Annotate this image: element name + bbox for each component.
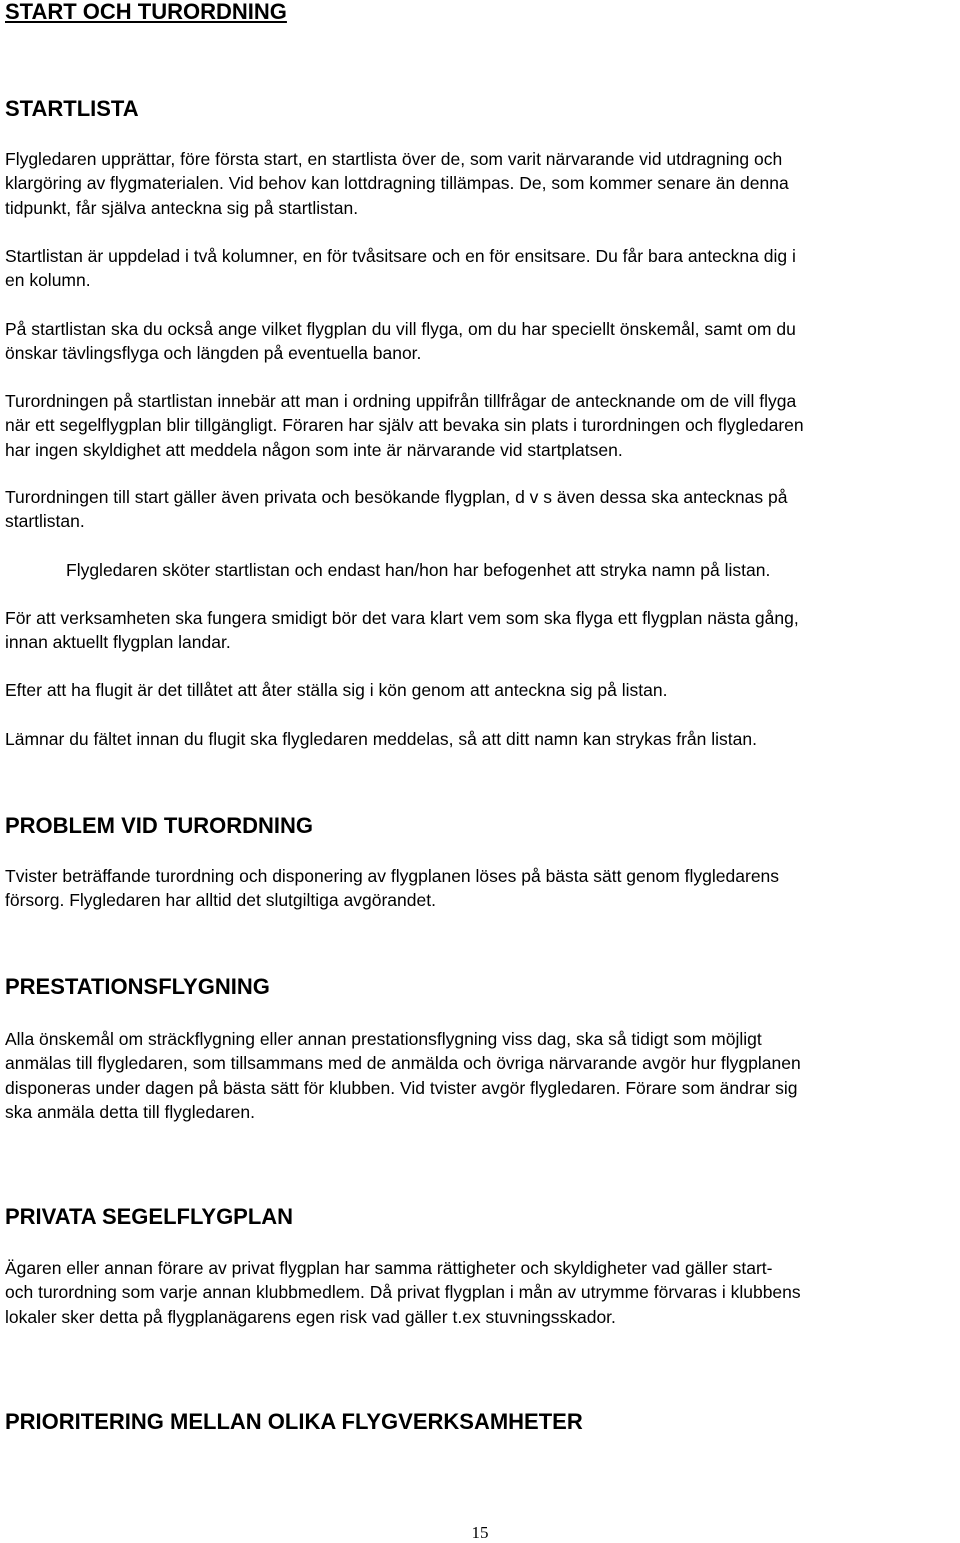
page-number: 15 — [471, 1523, 489, 1542]
text-line: Efter att ha flugit är det tillåtet att åter ställa sig i kön genom att anteckna sig på listan. — [5, 680, 668, 700]
section-heading-prioritering: PRIORITERING MELLAN OLIKA FLYGVERKSAMHETER — [5, 1409, 583, 1434]
paragraph-startlista-2 — [5, 244, 796, 293]
text-line: har ingen skyldighet att meddela någon som inte är närvarande vid startplatsen. — [5, 439, 623, 460]
text-line: när ett segelflygplan blir tillgängligt. Föraren har själv att bevaka sin plats i turordningen och flygledaren — [5, 415, 804, 436]
paragraph-startlista-1 — [5, 147, 789, 220]
text-line: På startlistan ska du också ange vilket flygplan du vill flyga, om du har speciellt önskemål, samt om du — [5, 319, 796, 339]
text-line: Ägaren eller annan förare av privat flygplan har samma rättigheter och skyldigheter vad gäller start- — [5, 1258, 773, 1278]
section-heading-problem: PROBLEM VID TURORDNING — [5, 813, 313, 838]
text-line: disponeras under dagen på bästa sätt för klubben. Vid tvister avgör flygledaren. Förare som ändrar sig — [5, 1077, 798, 1098]
paragraph-startlista-3 — [5, 317, 796, 366]
text-line: önskar tävlingsflyga och längden på eventuella banor. — [5, 343, 422, 364]
text-line: tidpunkt, får själva anteckna sig på startlistan. — [5, 197, 359, 218]
text-line: försorg. Flygledaren har alltid det slutgiltiga avgörandet. — [5, 890, 436, 911]
paragraph-startlista-7 — [5, 606, 799, 655]
text-line: Tvister beträffande turordning och disponering av flygplanen löses på bästa sätt genom flygledarens — [5, 866, 780, 886]
text-line: Turordningen till start gäller även privata och besökande flygplan, d v s även dessa ska antecknas på — [5, 487, 788, 507]
text-line: Startlistan är uppdelad i två kolumner, en för tvåsitsare och en för ensitsare. Du får bara anteckna dig i — [5, 246, 796, 266]
paragraph-startlista-6 — [66, 558, 770, 582]
section-heading-privata: PRIVATA SEGELFLYGPLAN — [5, 1204, 294, 1229]
paragraph-startlista-9 — [5, 727, 757, 751]
text-line: startlistan. — [5, 511, 85, 532]
text-line: och turordning som varje annan klubbmedlem. Då privat flygplan i mån av utrymme förvaras i klubbens — [5, 1282, 801, 1303]
page-title: START OCH TURORDNING — [5, 0, 287, 24]
paragraph-startlista-8 — [5, 678, 667, 702]
text-line: ska anmäla detta till flygledaren. — [5, 1101, 255, 1122]
text-line: För att verksamheten ska fungera smidigt bör det vara klart vem som ska flyga ett flygplan nästa gång, — [5, 608, 799, 628]
text-line: Flygledaren sköter startlistan och endast han/hon har befogenhet att stryka namn på listan. — [66, 560, 771, 580]
text-line: Lämnar du fältet innan du flugit ska flygledaren meddelas, så att ditt namn kan strykas från listan. — [5, 729, 757, 749]
text-line: lokaler sker detta på flygplanägarens egen risk vad gäller t.ex stuvningsskador. — [5, 1306, 616, 1327]
text-line: Turordningen på startlistan innebär att man i ordning uppifrån tillfrågar de antecknande om de vill flyga — [5, 391, 797, 411]
section-heading-startlista: STARTLISTA — [5, 96, 139, 121]
paragraph-startlista-5 — [5, 485, 787, 534]
text-line: innan aktuellt flygplan landar. — [5, 632, 231, 653]
text-line: anmälas till flygledaren, som tillsammans med de anmälda och övriga närvarande avgör hur flygplanen — [5, 1053, 801, 1074]
text-line: Alla önskemål om sträckflygning eller annan prestationsflygning viss dag, ska så tidigt som möjligt — [5, 1029, 762, 1049]
text-line: en kolumn. — [5, 270, 91, 291]
paragraph-privata-1 — [5, 1256, 801, 1329]
paragraph-problem-1 — [5, 864, 779, 913]
text-line: Flygledaren upprättar, före första start, en startlista över de, som varit närvarande vid utdragning och — [5, 149, 783, 169]
paragraph-startlista-4 — [5, 389, 804, 462]
section-heading-prestation: PRESTATIONSFLYGNING — [5, 974, 270, 999]
paragraph-prestation-1 — [5, 1027, 801, 1124]
text-line: klargöring av flygmaterialen. Vid behov kan lottdragning tillämpas. De, som kommer senare än denna — [5, 173, 789, 194]
